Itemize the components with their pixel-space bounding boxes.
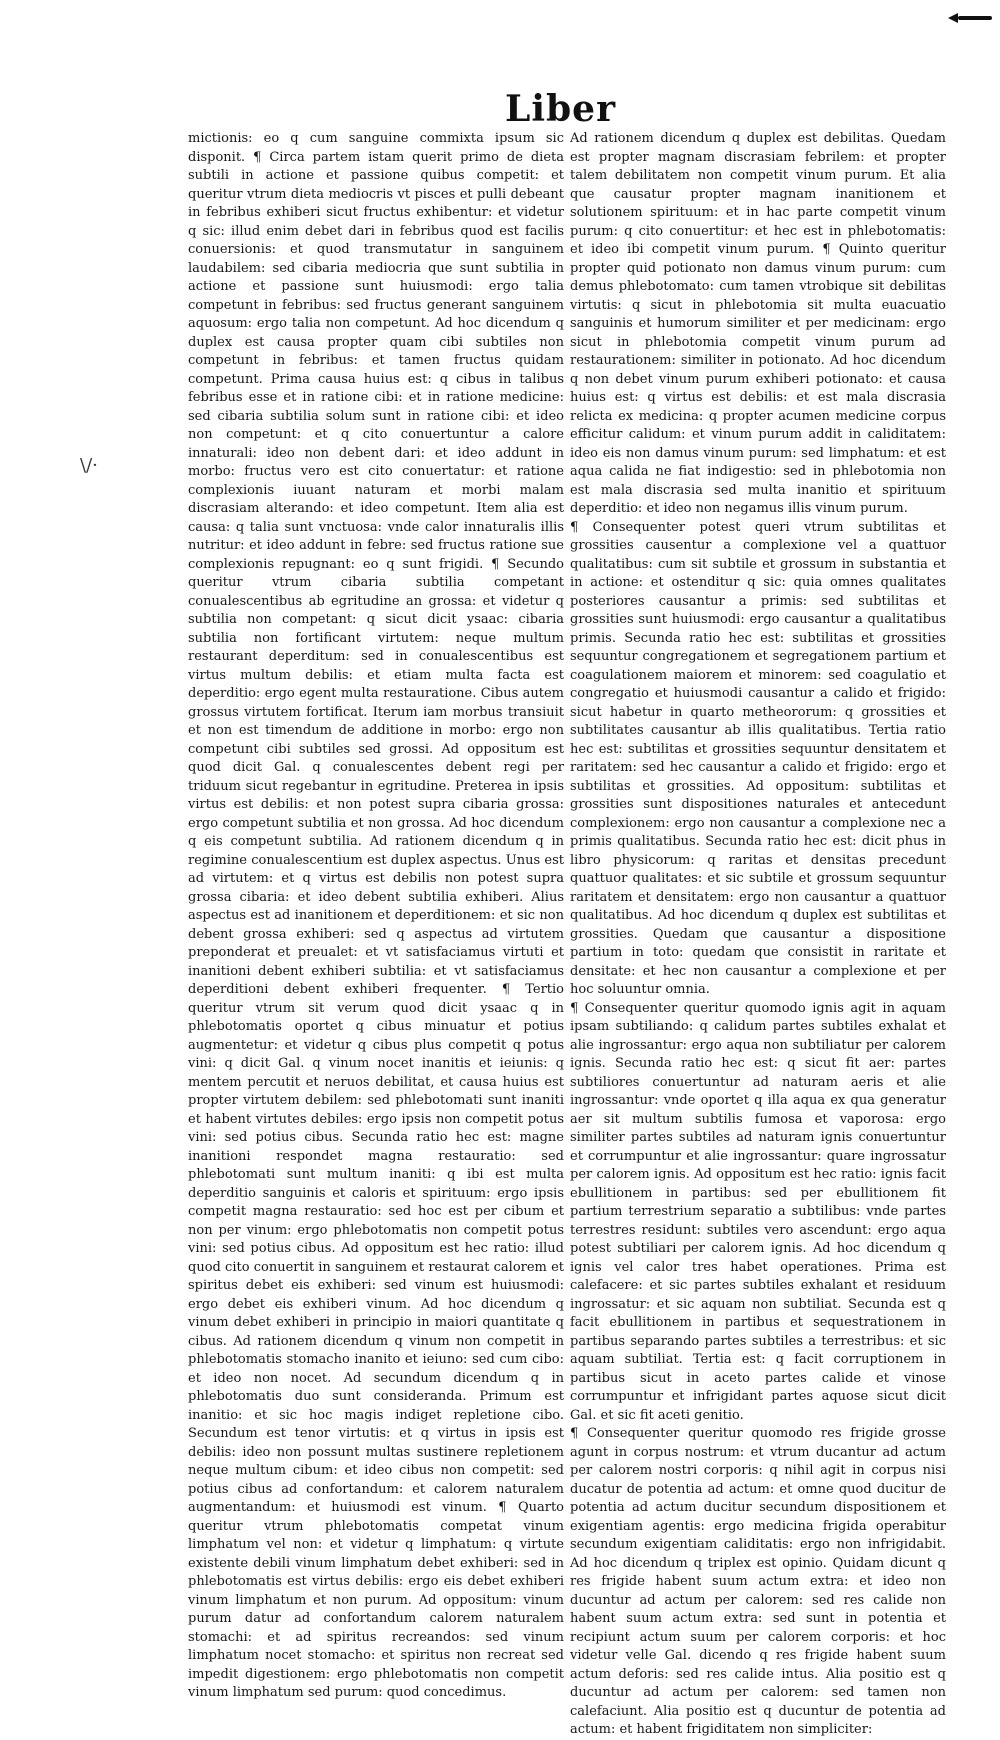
text-column-left (188, 130, 564, 1703)
right-paragraph-2: ¶ Consequenter potest queri vtrum subtilitas et grossities causentur a complexione vel a quattuor qualitatibus: cum sit subtile et grossum in substantia et in actione: et ostenditur q sic: quia omnes qualitates posteriores causantur a primis: sed subtilitas et grossities sunt huiusmodi: ergo causantur a qualitatibus primis. Secunda ratio hec est: subtilitas et grossities sequuntur congregationem et segregationem partium et coagulationem maiorem et minorem: sed coagulatio et congregatio et huiusmodi causantur a calido et frigido: sicut habetur in quarto metheororum: q grossities et subtilitates causantur ab illis qualitatibus. Tertia ratio hec est: subtilitas et grossities sequuntur densitatem et raritatem: sed hec causantur a calido et frigido: ergo et subtilitas et grossities. Ad oppositum: subtilitas et grossities sunt dispositiones naturales et antecedunt complexionem: ergo non causantur a complexione nec a primis qualitatibus. Secunda ratio hec est: dicit phus in libro physicorum: q raritas et densitas precedunt quattuor qualitates: et sic subtile et grossum sequuntur raritatem et densitatem: ergo non causantur a quattuor qualitatibus. Ad hoc dicendum q duplex est subtilitas et grossities. Quedam que causantur a dispositione partium in toto: quedam que consistit in raritate et densitate: et hec non causantur a complexione et per hoc soluuntur omnia. (570, 519, 946, 997)
left-paragraph-1: mictionis: eo q cum sanguine commixta ipsum sic disponit. ¶ Circa partem istam querit primo de dieta subtili in actione et passione quibus competit: et queritur vtrum dieta mediocris vt pisces et pulli debeant in febribus exhiberi sicut fructus exhibentur: et videtur q sic: illud enim debet dari in febribus quod est facilis conuersionis: et quod transmutatur in sanguinem laudabilem: sed cibaria mediocria que sunt subtilia in actione et passione sunt huiusmodi: ergo talia competunt in febribus: sed fructus generant sanguinem aquosum: ergo talia non competunt. Ad hoc dicendum q duplex est causa propter quam cibi subtiles non competunt in febribus: et tamen fructus quidam competunt. Prima causa huius est: q cibus in talibus febribus esse et in ratione cibi: et in ratione medicine: sed cibaria subtilia solum sunt in ratione cibi: et ideo non competunt: et q cito conuertuntur a calore innaturali: ideo non debent dari: et ideo addunt in morbo: fructus vero est cito conuertatur: et ratione complexionis iuuant naturam et morbi malam discrasiam alterando: et ideo competunt. Item alia est causa: q talia sunt vnctuosa: vnde calor innaturalis illis nutritur: et ideo addunt in febre: sed fructus ratione sue complexionis repugnant: eo q sunt frigidi. ¶ Secundo queritur vtrum cibaria subtilia competant conualescentibus ab egritudine an grossa: et videtur q subtilia non competant: q sicut dicit ysaac: cibaria subtilia non fortificant virtutem: neque multum restaurant deperditum: sed in conualescentibus est virtus multum debilis: et etiam multa facta est deperditio: ergo egent multa restauratione. Cibus autem grossus virtutem fortificat. Iterum iam morbus transiuit et non est timendum de additione in morbo: ergo non competunt cibi subtiles sed grossi. Ad oppositum est quod dicit Gal. q conualescentes debent regi per triduum sicut regebantur in egritudine. Preterea in ipsis virtus est debilis: et non potest supra cibaria grossa: ergo competunt subtilia et non grossa. Ad hoc dicendum q eis competunt subtilia. Ad rationem dicendum q in regimine conualescentium est duplex aspectus. Unus est ad virtutem: et q virtus est debilis non potest supra grossa cibaria: et ideo debent subtilia exhiberi. Alius aspectus est ad inanitionem et deperditionem: et sic non debent grossa exhiberi: sed q aspectus ad virtutem preponderat et preualet: et vt satisfaciamus virtuti et inanitioni debent exhiberi subtilia: et vt satisfaciamus deperditioni debent exhiberi frequenter. ¶ Tertio queritur vtrum sit verum quod dicit ysaac q in phlebotomatis oportet q cibus minuatur et potius augmentetur: et videtur q cibus plus competit q potus vini: q dicit Gal. q vinum nocet inanitis et ieiunis: q mentem percutit et neruos debilitat, et causa huius est propter virtutem debilem: sed phlebotomati sunt inaniti et habent virtutes debiles: ergo ipsis non competit potus vini: sed potius cibus. Secunda ratio hec est: magne inanitioni respondet magna restauratio: sed phlebotomati sunt multum inaniti: q ibi est multa deperditio sanguinis et caloris et spirituum: ergo ipsis competit magna restauratio: sed hoc est per cibum et non per vinum: ergo phlebotomatis non competit potus vini: sed potius cibus. Ad oppositum est hec ratio: illud quod cito conuertit in sanguinem et restaurat calorem et spiritus debet eis exhiberi: sed vinum est huiusmodi: ergo debet eis exhiberi vinum. Ad hoc dicendum q vinum debet exhiberi in principio in maiori quantitate q cibus. Ad rationem dicendum q vinum non competit in phlebotomatis stomacho inanito et ieiuno: sed cum cibo: et ideo non nocet. Ad secundum dicendum q in phlebotomatis duo sunt consideranda. Primum est inanitio: et sic hoc magis indiget repletione cibo. Secundum est tenor virtutis: et q virtus in ipsis est debilis: ideo non possunt multas sustinere repletionem neque multum cibum: et ideo cibus non competit: sed potius cibus ad confortandum: et calorem naturalem augmentandum: et huiusmodi est vinum. ¶ Quarto queritur vtrum phlebotomatis competat vinum limphatum vel non: et videtur q limphatum: q virtute existente debili vinum limphatum debet exhiberi: sed in phlebotomatis est virtus debilis: ergo eis debet exhiberi vinum limphatum et non purum. Ad oppositum: vinum purum datur ad confortandum calorem naturalem stomachi: et ad spiritus recreandos: sed vinum limphatum nocet stomacho: et spiritus non recreat sed impedit digestionem: ergo phlebotomatis non competit vinum limphatum sed purum: quod concedimus. (188, 131, 564, 1700)
margin-annotation: \/· (80, 455, 98, 476)
page-corner-arrow-icon (958, 16, 992, 20)
right-paragraph-4: ¶ Consequenter queritur quomodo res frigide grosse agunt in corpus nostrum: et vtrum ducantur ad actum per calorem nostri corporis: q nihil agit in corpus nisi ducatur de potentia ad actum: et omne quod ducitur de potentia ad actum ducitur secundum dispositionem et exigentiam agentis: ergo medicina frigida operabitur secundum exigentiam caliditatis: ergo non infrigidabit. Ad hoc dicendum q triplex est opinio. Quidam dicunt q res frigide habent suum actum extra: et ideo non ducuntur ad actum per calorem: sed res calide non habent suum actum extra: sed sunt in potentia et recipiunt actum suum per calorem corporis: et hoc videtur velle Gal. dicendo q res frigide habent suum actum deforis: sed res calide intus. Alia positio est q ducuntur ad actum per calorem: sed tamen non calefaciunt. Alia positio est q ducuntur de potentia ad actum: et habent frigiditatem non simpliciter: (570, 1426, 946, 1737)
text-column-right (570, 130, 946, 1740)
right-paragraph-3: ¶ Consequenter queritur quomodo ignis agit in aquam ipsam subtiliando: q calidum partes subtiles exhalat et alie ingrossantur: ergo aqua non subtiliatur per calorem ignis. Secunda ratio hec est: q sicut fit aer: partes subtiliores conuertuntur ad naturam aeris et alie ingrossantur: vnde oportet q illa aqua ex qua generatur aer sit multum subtilis fumosa et vaporosa: ergo similiter partes subtiles ad naturam ignis conuertuntur et corrumpuntur et alie ingrossantur: quare ingrossatur per calorem ignis. Ad oppositum est hec ratio: ignis facit ebullitionem in partibus: sed per ebullitionem fit partium terrestrium separatio a subtilibus: vnde partes terrestres residunt: subtiles vero ascendunt: ergo aqua potest subtiliari per calorem ignis. Ad hoc dicendum q ignis vel calor tres habet operationes. Prima est calefacere: et sic partes subtiles exhalant et residuum ingrossatur: et sic aquam non subtiliat. Secunda est q facit ebullitionem in partibus et sequestrationem in partibus separando partes subtiles a terrestribus: et sic aquam subtiliat. Tertia est: q facit corruptionem in partibus sicut in aceto partes calide et vinose corrumpuntur et infrigidant partes aquose sicut dicit Gal. et sic fit aceti genitio. (570, 1000, 946, 1423)
running-head-title: Liber (505, 88, 617, 130)
right-paragraph-1: Ad rationem dicendum q duplex est debilitas. Quedam est propter magnam discrasiam febrilem: et propter talem debilitatem non competit vinum purum. Et alia que causatur propter magnam inanitionem et solutionem spirituum: et in hac parte competit vinum purum: q cito conuertitur: et hec est in phlebotomatis: et ideo ibi competit vinum purum. ¶ Quinto queritur propter quid potionato non damus vinum purum: cum demus phlebotomato: cum tamen vtrobique sit debilitas virtutis: q sicut in phlebotomia sit multa euacuatio sanguinis et humorum similiter et per medicinam: ergo sicut in phlebotomia competit vinum purum ad restaurationem: similiter in potionato. Ad hoc dicendum q non debet vinum purum exhiberi potionato: et causa huius est: q virtus est debilis: et est mala discrasia relicta ex medicina: q propter acumen medicine corpus efficitur calidum: et vinum purum addit in caliditatem: ideo eis non damus vinum purum: sed limphatum: et est aqua calida ne fiat indigestio: sed in phlebotomia non est mala discrasia sed multa inanitio et spirituum deperditio: et ideo non negamus illis vinum purum. (570, 131, 946, 516)
